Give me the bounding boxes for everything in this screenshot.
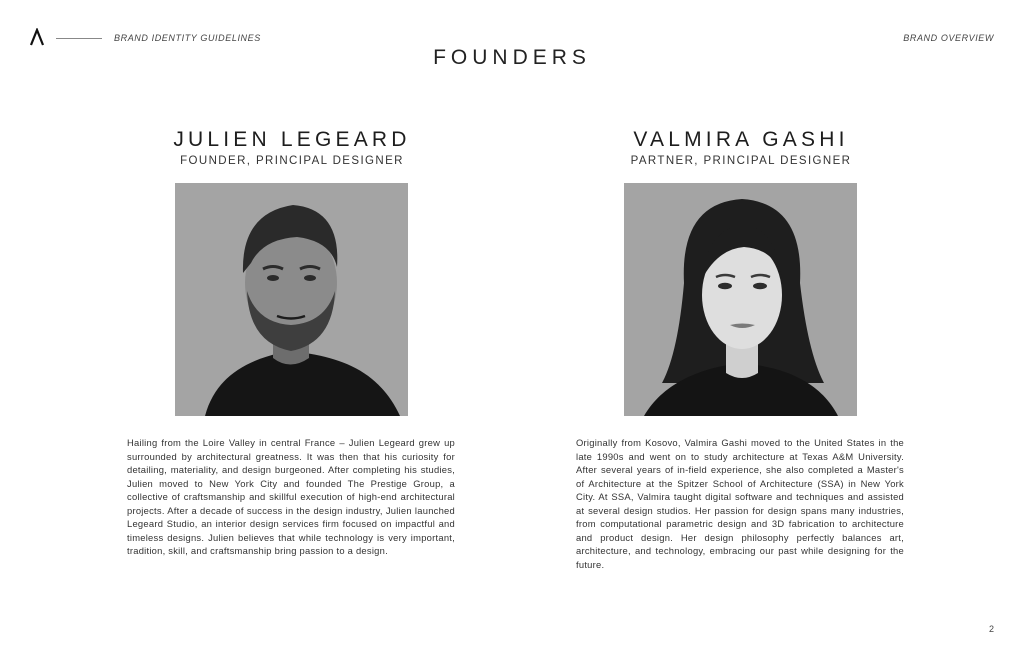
founder-card-julien bbox=[127, 128, 457, 556]
page-number: 2 bbox=[988, 624, 994, 634]
founder-bio: Originally from Kosovo, Valmira Gashi moved to the United States in the late 1990s and went on to study architecture at Texas A&M University. After several years of in-field experience, she also completed a Master's of Architecture at the Spitzer School of Architecture (SSA) in New York City. At SSA, Valmira taught digital software and techniques and assisted at several design studios. Her passion for design spans many industries, from computational parametric design and 3D fabrication to architecture and product design. Her design philosophy perfectly balances art, architecture, and technology, embracing our past while designing for the future. bbox=[576, 437, 904, 570]
founder-role: PARTNER, PRINCIPAL DESIGNER bbox=[630, 155, 852, 167]
founder-bio: Hailing from the Loire Valley in central France – Julien Legeard grew up surrounded by architectural greatness. It was then that his curiosity for detailing, materiality, and design burgeoned. After completing his studies, Julien moved to New York City and founded The Prestige Group, a collective of craftsmanship and skillful execution of high-end architectural projects. After a decade of success in the design industry, Julien launched Legeard Studio, an interior design services firm focused on impactful and timeless designs. Julien believes that while technology is very important, tradition, skill, and craftsmanship bring passion to a design. bbox=[127, 437, 455, 556]
header-section-label: BRAND IDENTITY GUIDELINES bbox=[114, 33, 261, 43]
header-divider bbox=[56, 38, 102, 39]
brand-logo-icon bbox=[29, 28, 45, 46]
founder-card-valmira bbox=[576, 128, 906, 570]
header-page-category: BRAND OVERVIEW bbox=[903, 33, 994, 43]
page-title: FOUNDERS bbox=[433, 46, 591, 69]
founder-name: JULIEN LEGEARD bbox=[173, 128, 411, 151]
founder-portrait-photo bbox=[175, 183, 408, 416]
founder-role: FOUNDER, PRINCIPAL DESIGNER bbox=[180, 155, 404, 167]
founder-portrait-photo bbox=[624, 183, 857, 416]
founder-name: VALMIRA GASHI bbox=[633, 128, 849, 151]
